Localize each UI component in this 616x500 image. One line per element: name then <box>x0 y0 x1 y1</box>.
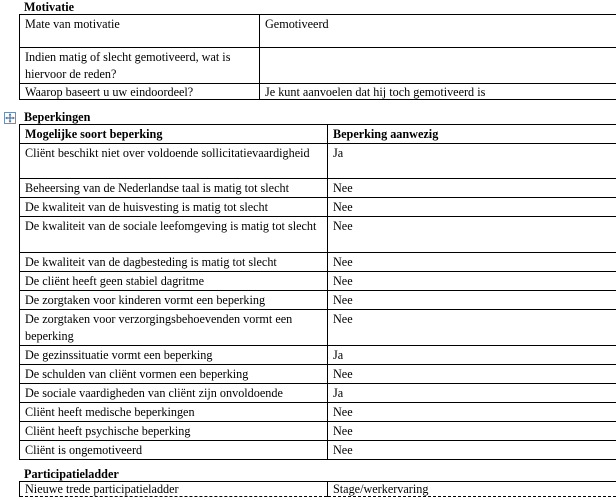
table-row <box>20 310 616 346</box>
motivatie-question[interactable]: Mate van motivatie <box>20 15 260 48</box>
table-row <box>20 15 616 48</box>
participatie-question[interactable]: Nieuwe trede participatieladder <box>20 482 328 497</box>
table-row <box>20 422 616 441</box>
table-row <box>20 198 616 217</box>
beperking-value[interactable]: Nee <box>328 272 616 291</box>
beperking-value[interactable]: Ja <box>328 346 616 365</box>
move-arrows-icon[interactable] <box>4 112 16 124</box>
beperking-label[interactable]: Cliënt beschikt niet over voldoende sollicitatievaardigheid <box>20 144 328 179</box>
table-row <box>20 365 616 384</box>
table-row <box>20 384 616 403</box>
table-row <box>20 482 616 497</box>
beperking-value[interactable]: Nee <box>328 198 616 217</box>
motivatie-answer[interactable]: Gemotiveerd <box>260 15 616 48</box>
motivatie-title: Motivatie <box>24 0 75 14</box>
participatieladder-title: Participatieladder <box>24 467 119 481</box>
beperking-label[interactable]: Cliënt heeft medische beperkingen <box>20 403 328 422</box>
beperkingen-table <box>19 124 616 460</box>
beperkingen-section <box>19 110 616 460</box>
beperking-value[interactable]: Ja <box>328 384 616 403</box>
motivatie-answer[interactable] <box>260 48 616 84</box>
table-row <box>20 253 616 272</box>
beperking-label[interactable]: De kwaliteit van de dagbesteding is matig tot slecht <box>20 253 328 272</box>
beperking-label[interactable]: Cliënt heeft psychische beperking <box>20 422 328 441</box>
table-header-row <box>20 125 616 144</box>
beperking-value[interactable]: Nee <box>328 217 616 253</box>
beperking-label[interactable]: De zorgtaken voor kinderen vormt een beperking <box>20 291 328 310</box>
beperking-label[interactable]: De gezinssituatie vormt een beperking <box>20 346 328 365</box>
beperking-label[interactable]: De kwaliteit van de sociale leefomgeving is matig tot slecht <box>20 217 328 253</box>
beperking-value[interactable]: Ja <box>328 144 616 179</box>
table-row <box>20 84 616 100</box>
column-header-beperking: Mogelijke soort beperking <box>20 125 328 144</box>
beperking-label[interactable]: De kwaliteit van de huisvesting is matig tot slecht <box>20 198 328 217</box>
beperking-label[interactable]: Beheersing van de Nederlandse taal is matig tot slecht <box>20 179 328 198</box>
motivatie-question[interactable]: Waarop baseert u uw eindoordeel? <box>20 84 260 100</box>
motivatie-table <box>19 14 616 100</box>
beperking-label[interactable]: Cliënt is ongemotiveerd <box>20 441 328 460</box>
table-row <box>20 346 616 365</box>
beperking-value[interactable]: Nee <box>328 365 616 384</box>
table-row <box>20 441 616 460</box>
table-row <box>20 217 616 253</box>
beperking-value[interactable]: Nee <box>328 403 616 422</box>
table-row <box>20 403 616 422</box>
table-row <box>20 144 616 179</box>
table-row <box>20 272 616 291</box>
motivatie-section <box>19 0 616 100</box>
beperking-label[interactable]: De sociale vaardigheden van cliënt zijn onvoldoende <box>20 384 328 403</box>
beperking-value[interactable]: Nee <box>328 179 616 198</box>
beperking-value[interactable]: Nee <box>328 422 616 441</box>
table-row <box>20 48 616 84</box>
motivatie-answer[interactable]: Je kunt aanvoelen dat hij toch gemotiveerd is <box>260 84 616 100</box>
beperkingen-title: Beperkingen <box>24 110 91 124</box>
table-row <box>20 291 616 310</box>
beperking-label[interactable]: De cliënt heeft geen stabiel dagritme <box>20 272 328 291</box>
beperking-label[interactable]: De zorgtaken voor verzorgingsbehoevenden vormt een beperking <box>20 310 328 346</box>
participatie-answer[interactable]: Stage/werkervaring <box>328 482 616 497</box>
beperking-value[interactable]: Nee <box>328 291 616 310</box>
motivatie-question[interactable]: Indien matig of slecht gemotiveerd, wat is hiervoor de reden? <box>20 48 260 84</box>
beperking-value[interactable]: Nee <box>328 310 616 346</box>
beperking-value[interactable]: Nee <box>328 441 616 460</box>
table-row <box>20 179 616 198</box>
beperking-label[interactable]: De schulden van cliënt vormen een beperking <box>20 365 328 384</box>
beperking-value[interactable]: Nee <box>328 253 616 272</box>
column-header-aanwezig: Beperking aanwezig <box>328 125 616 144</box>
participatieladder-section <box>19 467 616 497</box>
participatieladder-table <box>19 481 616 497</box>
